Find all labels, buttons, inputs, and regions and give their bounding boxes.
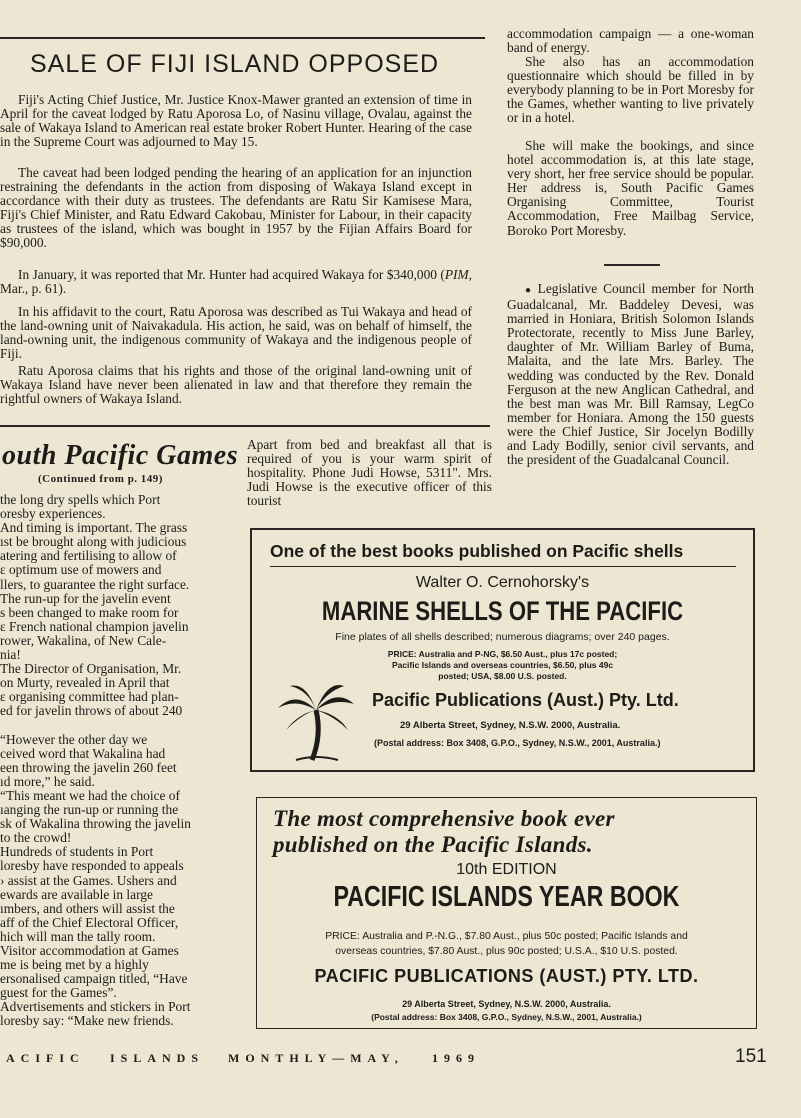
top-rule [0, 37, 485, 39]
ad2-price-2: overseas countries, $7.80 Aust., plus 90c posted; U.S.A., $10 U.S. posted. [335, 946, 678, 957]
games-line: ıst be brought along with judicious [0, 535, 187, 550]
games-line: Advertisements and stickers in Port [0, 1000, 191, 1015]
games-line: to the crowd! [0, 831, 72, 846]
right-para-4 [507, 282, 754, 467]
games-line: aff of the Chief Electoral Officer, [0, 915, 179, 930]
right-para-4-text: Legislative Council member for North Guadalcanal, Mr. Baddeley Devesi, was married in Honiara, British Solomon Islands Protectorate, recently to Miss June Barley, daughter of Mr. William Barley of Buma, Malaita, and the late Mrs. Barley. The wedding was conducted by the Rev. Donald Ferguson at the new Anglican Cathedral, and the best man was Mr. Bill Ramsay, LegCo member for Honiara. Among the 150 guests were the Chief Justice, Sir Jocelyn Bodilly and Lady Bodilly, senior civil servants, and the president of the Guadalcanal Council. [507, 281, 755, 468]
games-line: rower, Wakalina, of New Cale- [0, 633, 167, 648]
games-line: The run-up for the javelin event [0, 591, 171, 606]
games-line: hich will man the tally room. [0, 929, 156, 944]
ad1-title: MARINE SHELLS OF THE PACIFIC [321, 596, 684, 626]
ad2-edition: 10th EDITION [456, 861, 557, 878]
right-para-1: accommodation campaign — a one-woman band of energy. [507, 26, 754, 56]
games-line: ımbers, and others will assist the [0, 901, 175, 916]
footer-year: 1969 [432, 1051, 480, 1065]
games-line: een throwing the javelin 260 feet [0, 760, 177, 775]
ad2-address-2: (Postal address: Box 3408, G.P.O., Sydney, N.S.W., 2001, Australia.) [371, 1012, 642, 1022]
games-line: oresby experiences. [0, 507, 106, 522]
footer-monthly: MONTHLY—MAY, [228, 1051, 404, 1065]
ad1-address-2: (Postal address: Box 3408, G.P.O., Sydney, N.S.W., 2001, Australia.) [374, 738, 661, 748]
games-line: s been changed to make room for [0, 605, 179, 620]
ad1-price-3: posted; USA, $8.00 U.S. posted. [438, 671, 567, 681]
ad2-title: PACIFIC ISLANDS YEAR BOOK [333, 881, 680, 913]
right-short-rule [604, 264, 660, 266]
games-line: me is being met by a highly [0, 958, 149, 973]
games-line: The Director of Organisation, Mr. [0, 662, 182, 677]
games-mid-text: Apart from bed and breakfast all that is required of you is your warm spirit of hospitality. Phone Judi Howse, 5311". Mrs. Judi Howse is the executive officer of this tourist [247, 437, 492, 509]
bullet-icon: ● [525, 285, 534, 296]
games-continued: (Continued from p. 149) [38, 473, 163, 485]
games-line: ceived word that Wakalina had [0, 746, 166, 761]
games-line: guest for the Games”. [0, 986, 117, 1001]
mid-rule [0, 425, 490, 427]
ad1-headline: One of the best books published on Pacific shells [270, 541, 684, 561]
ad1-publisher: Pacific Publications (Aust.) Pty. Ltd. [372, 690, 679, 710]
games-lines [0, 493, 235, 1029]
games-line: ed for javelin throws of about 240 [0, 704, 183, 719]
ad2-address-1: 29 Alberta Street, Sydney, N.S.W. 2000, Australia. [402, 999, 611, 1009]
fiji-para-1: Fiji's Acting Chief Justice, Mr. Justice Knox-Mawer granted an extension of time in April for the caveat lodged by Ratu Aporosa Lo, of Nasinu village, Ovalau, against the sale of Wakaya Island to American real estate broker Robert Hunter. Hearing of the case in the Supreme Court was adjourned to May 15. [0, 92, 472, 150]
ad-marine-shells [250, 528, 755, 772]
games-line: › assist at the Games. Ushers and [0, 873, 177, 888]
fiji-headline: SALE OF FIJI ISLAND OPPOSED [30, 50, 440, 78]
games-line: the long dry spells which Port [0, 493, 161, 507]
ad-year-book [256, 797, 757, 1029]
ad1-price-2: Pacific Islands and overseas countries, $6.50, plus 49c [391, 660, 614, 670]
games-line: loresby say: “Make new friends. [0, 1014, 174, 1029]
games-line: sk of Wakalina throwing the javelin [0, 817, 191, 832]
palm-tree-icon [276, 680, 356, 762]
fiji-para-3-pim: PIM [444, 267, 469, 282]
games-line: Visitor accommodation at Games [0, 944, 179, 958]
ad1-author: Walter O. Cernohorsky's [415, 574, 590, 591]
fiji-para-4: In his affidavit to the court, Ratu Aporosa was described as Tui Wakaya and head of the land-owning unit of Naivakadula. His action, he said, was on behalf of himself, the land-owning unit, the indigenous community of Wakaya and the indigenous people of Fiji. [0, 304, 472, 362]
page-number: 151 [735, 1046, 767, 1067]
games-column [0, 493, 235, 1029]
games-line: ɛ optimum use of mowers and [0, 563, 162, 578]
fiji-para-5: Ratu Aporosa claims that his rights and those of the original land-owning unit of Wakaya Island have never been alienated in law and that therefore they remain the rightful owners of Wakaya Island. [0, 363, 472, 407]
games-line: ɛ organising committee had plan- [0, 690, 179, 705]
games-headline: outh Pacific Games [2, 440, 239, 471]
fiji-para-2: The caveat had been lodged pending the hearing of an application for an injunction restraining the defendants in the action from disposing of Wakaya Island except in accordance with their duty as trustees. The defendants are Ratu Sir Kamisese Mara, Fiji's Chief Minister, and Ratu Edward Cakobau, Minister for Labour, in their capacity as trustees of the island, which was bought in 1957 by the Fijian Affairs Board for $90,000. [0, 165, 472, 251]
games-line: ɛ French national champion javelin [0, 619, 189, 634]
games-line [0, 719, 235, 733]
games-line: ıanging the run-up or running the [0, 803, 179, 818]
games-line: ıd more,” he said. [0, 774, 95, 789]
ad1-desc: Fine plates of all shells described; numerous diagrams; over 240 pages. [335, 631, 670, 643]
footer-islands: ISLANDS [110, 1051, 205, 1065]
right-para-3: She will make the bookings, and since hotel accommodation is, at this late stage, very short, her free service should be popular. Her address is, South Pacific Games Organising Committee, Tourist Accommodation, Free Mailbag Service, Boroko Port Moresby. [507, 138, 754, 238]
right-para-2: She also has an accommodation questionnaire which should be filled in by everybody planning to be in Port Moresby for the Games, whether wanting to live privately or in a hotel. [507, 54, 754, 126]
games-line: “This meant we had the choice of [0, 788, 180, 803]
ad2-line-2: published on the Pacific Islands. [273, 832, 593, 857]
ad2-price-1: PRICE: Australia and P.-N.G., $7.80 Aust., plus 50c posted; Pacific Islands and [325, 931, 688, 942]
fiji-para-3-c: , Mar., p. 61). [0, 267, 472, 297]
fiji-para-3-a: In January, it was reported that Mr. Hunter had acquired Wakaya for $340,000 ( [18, 267, 445, 282]
games-line: ersonalised campaign titled, “Have [0, 972, 188, 987]
ad2-publisher: PACIFIC PUBLICATIONS (AUST.) PTY. LTD. [314, 966, 699, 986]
ad1-address-1: 29 Alberta Street, Sydney, N.S.W. 2000, Australia. [400, 720, 621, 731]
games-line: Hundreds of students in Port [0, 845, 154, 860]
games-line: nia! [0, 648, 21, 663]
fiji-para-3 [0, 268, 472, 296]
games-line: “However the other day we [0, 732, 148, 747]
games-line: atering and fertilising to allow of [0, 549, 177, 564]
ad1-headline-rule [270, 566, 736, 567]
ad1-price-1: PRICE: Australia and P-NG, $6.50 Aust., plus 17c posted; [387, 649, 618, 659]
games-line: ewards are available in large [0, 887, 153, 902]
games-line: on Murty, revealed in April that [0, 676, 170, 691]
ad2-line-1: The most comprehensive book ever [273, 806, 615, 831]
games-line: loresby have responded to appeals [0, 859, 184, 874]
games-line: And timing is important. The grass [0, 521, 188, 536]
games-line: llers, to guarantee the right surface. [0, 577, 190, 592]
footer-pacific: ACIFIC [6, 1051, 85, 1065]
